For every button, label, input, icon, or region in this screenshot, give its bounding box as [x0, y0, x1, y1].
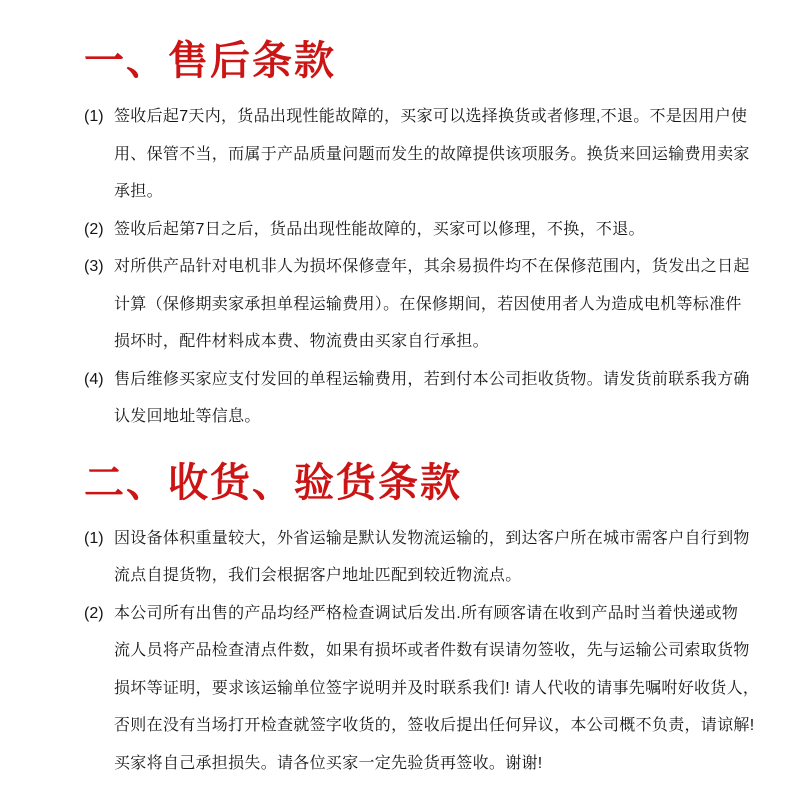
- after-sales-item-4: [84, 361, 750, 436]
- terms-line: 流人员将产品检查清点件数，如果有损坏或者件数有误请勿签收，先与运输公司索取货物: [114, 642, 750, 659]
- receiving-heading: 二、收货、验货条款: [84, 460, 462, 505]
- terms-line: 因设备体积重量较大，外省运输是默认发物流运输的，到达客户所在城市需客户自行到物: [114, 529, 750, 547]
- item-marker: (2): [84, 604, 104, 622]
- terms-line: 买家将自己承担损失。请各位买家一定先验货再签收。谢谢!: [114, 754, 543, 772]
- terms-line: 售后维修买家应支付发回的单程运输费用，若到付本公司拒收货物。请发货前联系我方确: [114, 370, 750, 388]
- terms-line: 签收后起7天内，货品出现性能故障的，买家可以选择换货或者修理,不退。不是因用户使: [114, 108, 748, 125]
- terms-line: 损坏时，配件材料成本费、物流费由买家自行承担。: [114, 333, 489, 350]
- receiving-item-2: [84, 595, 760, 783]
- receiving-item-1: [84, 520, 750, 595]
- after-sales-heading: 一、售后条款: [84, 39, 336, 83]
- receiving-section: [84, 460, 760, 783]
- terms-line: 流点自提货物，我们会根据客户地址匹配到较近物流点。: [114, 567, 522, 584]
- item-marker: (1): [84, 108, 104, 125]
- terms-line: 签收后起第7日之后，货品出现性能故障的，买家可以修理，不换，不退。: [114, 220, 645, 238]
- after-sales-section: [84, 39, 750, 436]
- terms-line: 对所供产品针对电机非人为损坏保修壹年，其余易损件均不在保修范围内，货发出之日起: [114, 258, 750, 275]
- terms-line: 否则在没有当场打开检查就签字收货的，签收后提出任何异议，本公司概不负责，请谅解!: [114, 717, 755, 734]
- item-marker: (1): [84, 529, 104, 547]
- terms-line: 损坏等证明，要求该运输单位签字说明并及时联系我们! 请人代收的请事先嘱咐好收货人，: [114, 679, 760, 697]
- after-sales-item-2: [84, 211, 744, 249]
- item-marker: (3): [84, 258, 104, 275]
- after-sales-item-1: [84, 98, 750, 211]
- after-sales-item-3: [84, 248, 750, 361]
- terms-line: 本公司所有出售的产品均经严格检查调试后发出.所有顾客请在收到产品时当着快递或物: [114, 604, 739, 622]
- item-marker: (2): [84, 220, 104, 238]
- terms-line: 承担。: [114, 183, 163, 200]
- terms-line: 认发回地址等信息。: [114, 408, 261, 425]
- terms-line: 用、保管不当，而属于产品质量问题而发生的故障提供该项服务。换货来回运输费用卖家: [114, 145, 750, 163]
- terms-line: 计算（保修期卖家承担单程运输费用）。在保修期间，若因使用者人为造成电机等标准件: [114, 295, 742, 313]
- item-marker: (4): [84, 370, 104, 388]
